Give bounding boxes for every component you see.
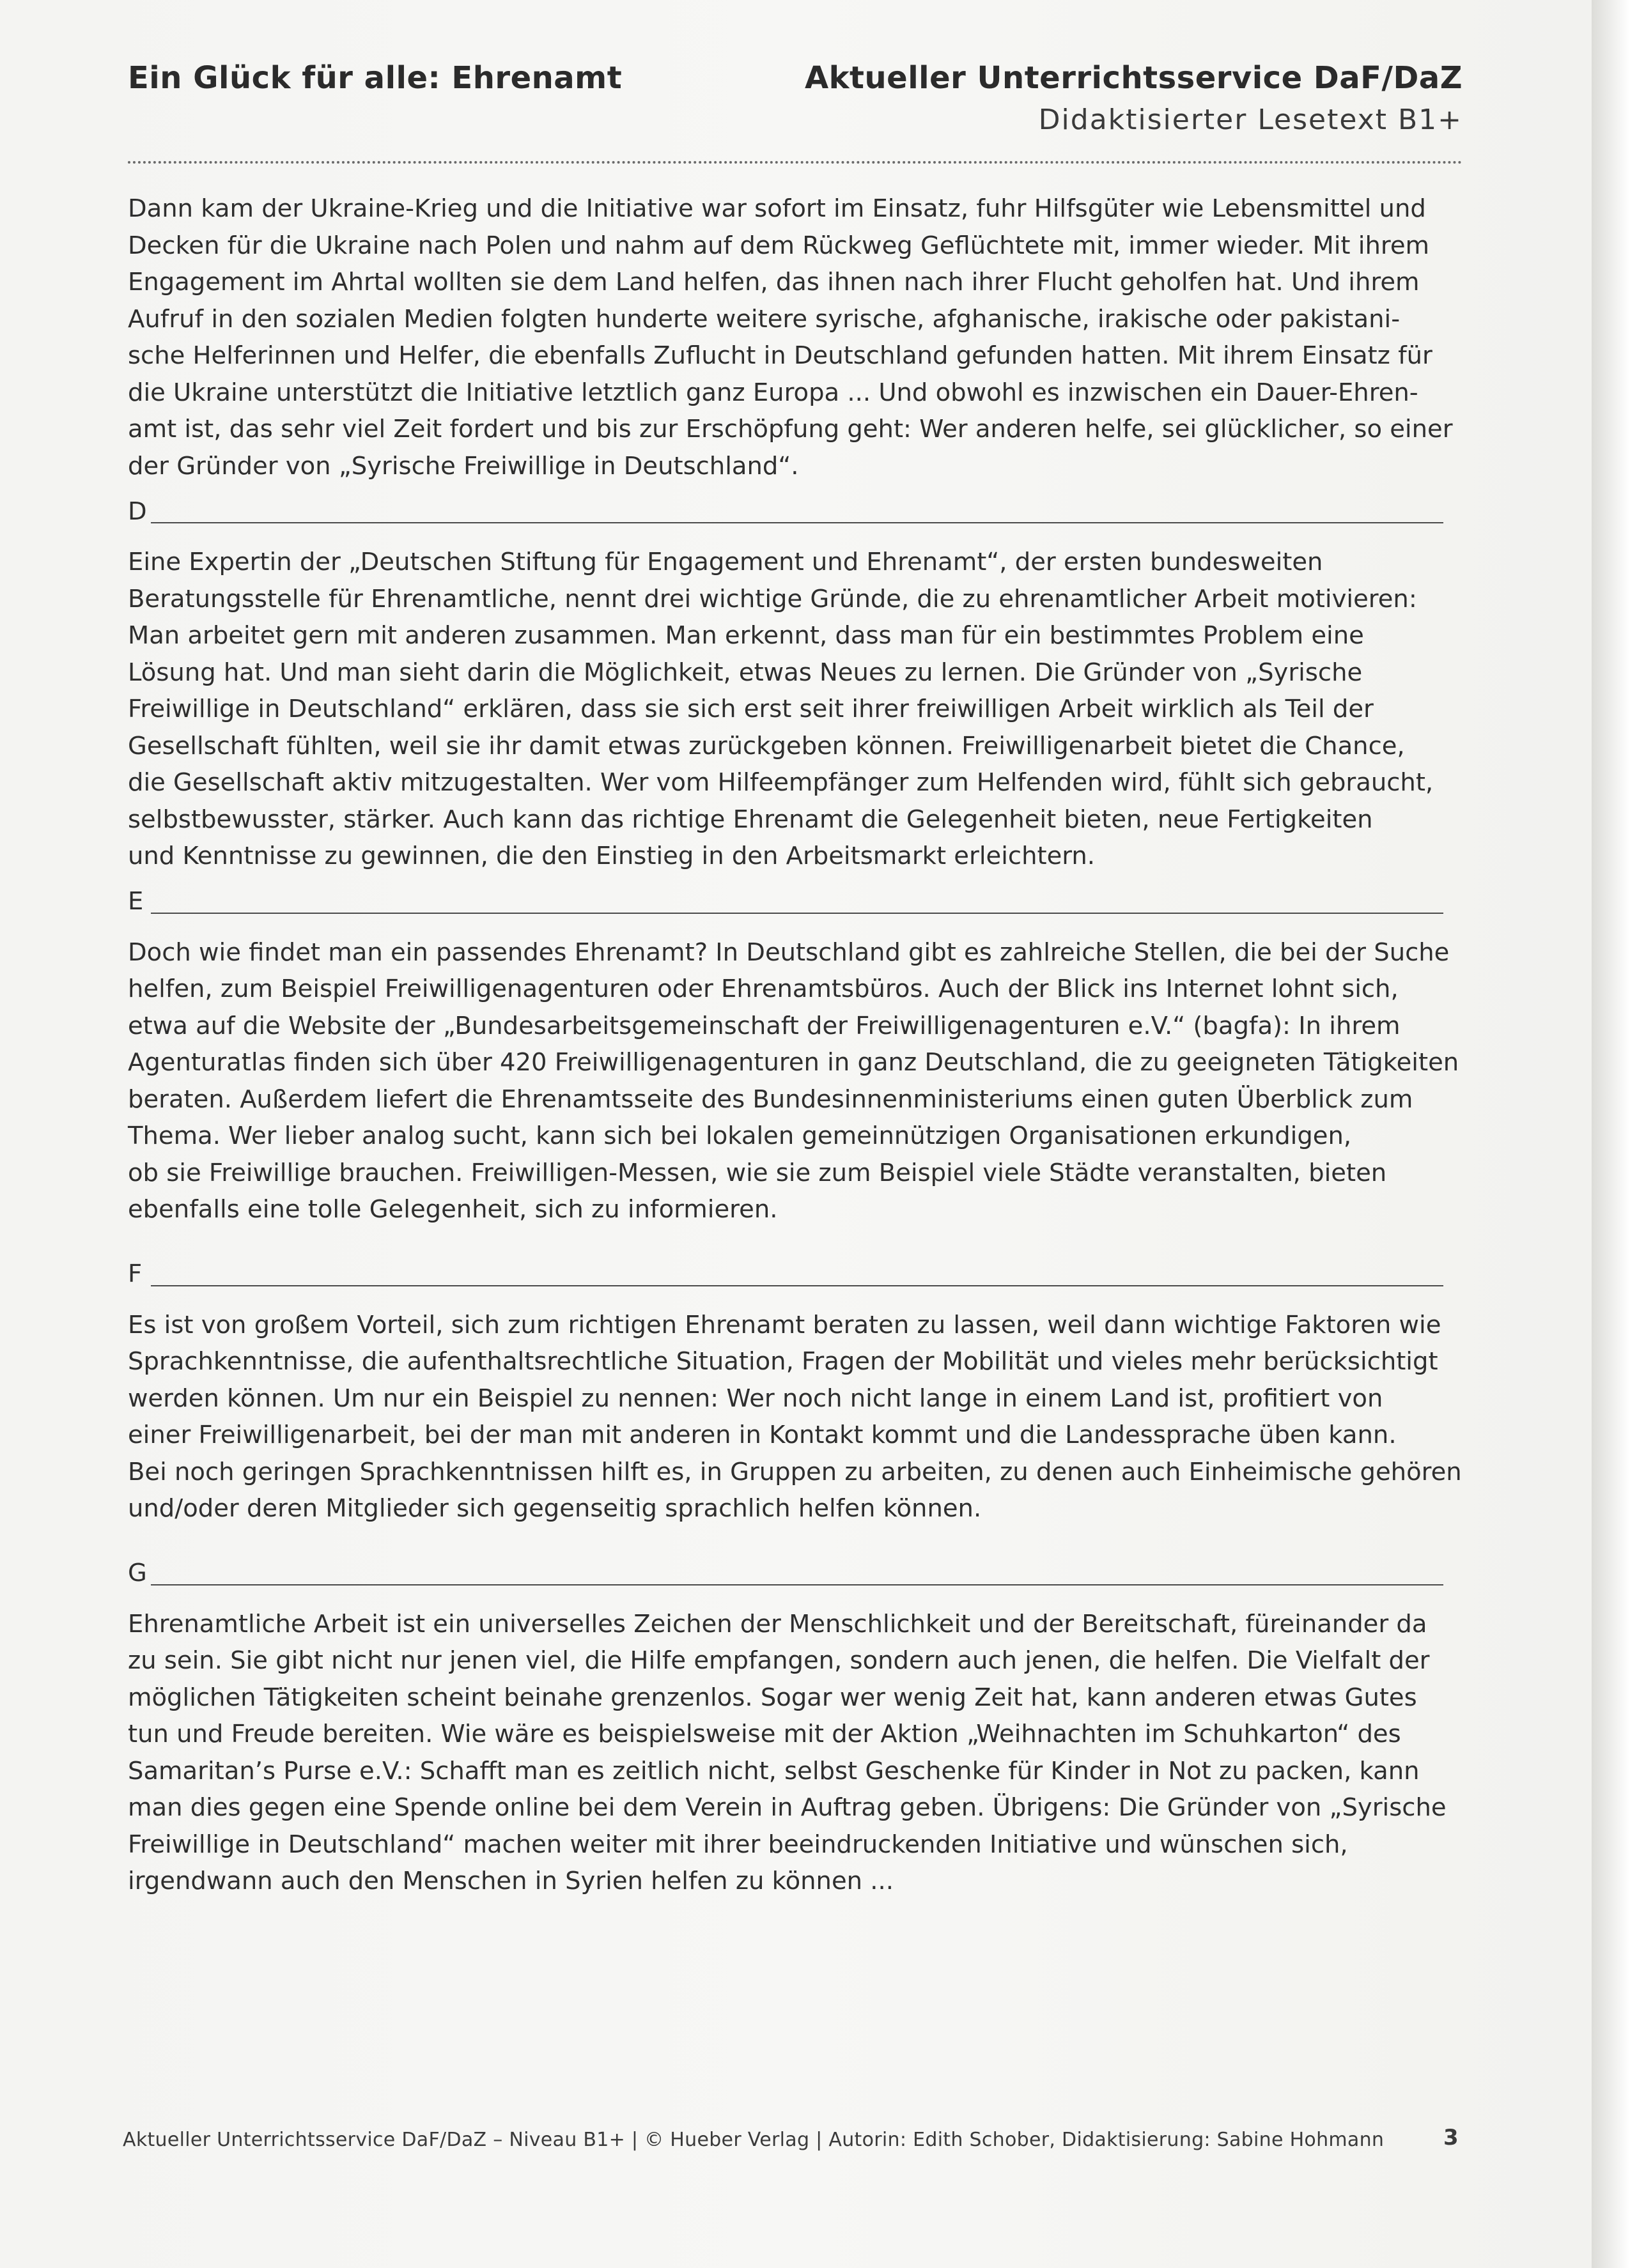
- text-line: Samaritan’s Purse e.V.: Schafft man es zeitlich nicht, selbst Geschenke für Kinder in Not zu packen, kann: [128, 1756, 1420, 1786]
- text-line: helfen, zum Beispiel Freiwilligenagenturen oder Ehrenamtsbüros. Auch der Blick ins Internet lohnt sich,: [128, 975, 1399, 1003]
- text-line: Ehrenamtliche Arbeit ist ein universelles Zeichen der Menschlichkeit und der Bereitschaft, füreinander da: [128, 1609, 1427, 1639]
- heading-answer-line[interactable]: [151, 913, 1443, 914]
- text-line: man dies gegen eine Spende online bei dem Verein in Auftrag geben. Übrigens: Die Gründer von „Syrische: [128, 1793, 1447, 1822]
- text-line: möglichen Tätigkeiten scheint beinahe grenzenlos. Sogar wer wenig Zeit hat, kann anderen etwas Gutes: [128, 1683, 1417, 1712]
- paragraph-e: [128, 934, 1463, 1228]
- text-line: Thema. Wer lieber analog sucht, kann sich bei lokalen gemeinnützigen Organisationen erkundigen,: [128, 1122, 1352, 1150]
- page-edge-shadow: [1592, 0, 1630, 2268]
- text-line: Agenturatlas finden sich über 420 Freiwilligenagenturen in ganz Deutschland, die zu geeigneten Tätigkeiten: [128, 1048, 1459, 1077]
- text-line: Freiwillige in Deutschland“ erklären, dass sie sich erst seit ihrer freiwilligen Arbeit wirklich als Teil der: [128, 695, 1374, 723]
- section-heading-g: [128, 1555, 1463, 1592]
- text-line: amt ist, das sehr viel Zeit fordert und bis zur Erschöpfung geht: Wer anderen helfe, sei glücklicher, so einer: [128, 415, 1453, 444]
- text-line: ob sie Freiwillige brauchen. Freiwilligen-Messen, wie sie zum Beispiel viele Städte veranstalten, bieten: [128, 1158, 1387, 1187]
- text-line: Doch wie findet man ein passendes Ehrenamt? In Deutschland gibt es zahlreiche Stellen, die bei der Suche: [128, 937, 1450, 967]
- text-line: Aufruf in den sozialen Medien folgten hunderte weitere syrische, afghanische, irakische oder pakistani-: [128, 304, 1401, 334]
- text-line: die Gesellschaft aktiv mitzugestalten. Wer vom Hilfeempfänger zum Helfenden wird, fühlt sich gebraucht,: [128, 768, 1434, 797]
- section-heading-d: [128, 493, 1463, 530]
- text-line: die Ukraine unterstützt die Initiative letztlich ganz Europa ... Und obwohl es inzwischen ein Dauer-Ehren-: [128, 378, 1418, 407]
- text-line: zu sein. Sie gibt nicht nur jenen viel, die Hilfe empfangen, sondern auch jenen, die helfen. Die Vielfalt der: [128, 1646, 1430, 1675]
- text-line: Man arbeitet gern mit anderen zusammen. Man erkennt, dass man für ein bestimmtes Problem eine: [128, 621, 1364, 650]
- text-line: der Gründer von „Syrische Freiwillige in Deutschland“.: [128, 451, 799, 481]
- series-title: Aktueller Unterrichtsservice DaF/DaZ: [804, 60, 1463, 96]
- text-line: tun und Freude bereiten. Wie wäre es beispielsweise mit der Aktion „Weihnachten im Schuhkarton“ des: [128, 1720, 1401, 1748]
- article-body: [128, 190, 1463, 1900]
- text-line: Gesellschaft fühlten, weil sie ihr damit etwas zurückgeben können. Freiwilligenarbeit bietet die Chance,: [128, 731, 1405, 760]
- text-line: Eine Expertin der „Deutschen Stiftung für Engagement und Ehrenamt“, der ersten bundesweiten: [128, 548, 1323, 576]
- text-line: Freiwillige in Deutschland“ machen weiter mit ihrer beeindruckenden Initiative und wünschen sich,: [128, 1830, 1348, 1859]
- section-letter: F: [128, 1260, 143, 1288]
- text-line: und/oder deren Mitglieder sich gegenseitig sprachlich helfen können.: [128, 1494, 982, 1523]
- series-header: [805, 60, 1463, 136]
- page-number: 3: [1443, 2125, 1459, 2150]
- text-line: Beratungsstelle für Ehrenamtliche, nennt drei wichtige Gründe, die zu ehrenamtlicher Arbeit motivieren:: [128, 584, 1417, 613]
- text-line: Bei noch geringen Sprachkenntnissen hilft es, in Gruppen zu arbeiten, zu denen auch Einheimische gehören: [128, 1457, 1462, 1486]
- paragraph-f: [128, 1307, 1463, 1527]
- series-subtitle: Didaktisierter Lesetext B1+: [1038, 104, 1463, 136]
- section-letter: D: [128, 497, 147, 526]
- paragraph-intro: [128, 190, 1463, 484]
- text-line: etwa auf die Website der „Bundesarbeitsgemeinschaft der Freiwilligenagenturen e.V.“ (bagfa): In ihrem: [128, 1011, 1401, 1040]
- footer-credits: Aktueller Unterrichtsservice DaF/DaZ – Niveau B1+ | © Hueber Verlag | Autorin: Edith Schober, Didaktisierung: Sabine Hohmann: [123, 2129, 1385, 2151]
- text-line: einer Freiwilligenarbeit, bei der man mit anderen in Kontakt kommt und die Landessprache üben kann.: [128, 1421, 1397, 1449]
- text-line: Dann kam der Ukraine-Krieg und die Initiative war sofort im Einsatz, fuhr Hilfsgüter wie Lebensmittel und: [128, 194, 1426, 223]
- section-heading-e: [128, 884, 1463, 920]
- text-line: Engagement im Ahrtal wollten sie dem Land helfen, das ihnen nach ihrer Flucht geholfen hat. Und ihrem: [128, 268, 1420, 297]
- text-line: sche Helferinnen und Helfer, die ebenfalls Zuflucht in Deutschland gefunden hatten. Mit ihrem Einsatz für: [128, 341, 1432, 370]
- text-line: selbstbewusster, stärker. Auch kann das richtige Ehrenamt die Gelegenheit bieten, neue Fertigkeiten: [128, 805, 1373, 834]
- text-line: Decken für die Ukraine nach Polen und nahm auf dem Rückweg Geflüchtete mit, immer wieder. Mit ihrem: [128, 231, 1430, 260]
- text-line: ebenfalls eine tolle Gelegenheit, sich zu informieren.: [128, 1195, 778, 1224]
- heading-answer-line[interactable]: [151, 1584, 1443, 1585]
- document-title: Ein Glück für alle: Ehrenamt: [128, 60, 623, 96]
- header-divider: [128, 161, 1463, 164]
- text-line: Sprachkenntnisse, die aufenthaltsrechtliche Situation, Fragen der Mobilität und vieles mehr berücksichtigt: [128, 1347, 1438, 1376]
- heading-answer-line[interactable]: [151, 1285, 1443, 1286]
- section-letter: E: [128, 887, 144, 916]
- section-heading-f: [128, 1256, 1463, 1293]
- paragraph-d: [128, 544, 1463, 875]
- heading-answer-line[interactable]: [151, 522, 1443, 523]
- text-line: Lösung hat. Und man sieht darin die Möglichkeit, etwas Neues zu lernen. Die Gründer von „Syrische: [128, 658, 1363, 687]
- text-line: beraten. Außerdem liefert die Ehrenamtsseite des Bundesinnenministeriums einen guten Überblick zum: [128, 1084, 1413, 1114]
- section-letter: G: [128, 1559, 147, 1587]
- text-line: Es ist von großem Vorteil, sich zum richtigen Ehrenamt beraten zu lassen, weil dann wichtige Faktoren wie: [128, 1310, 1441, 1339]
- paragraph-g: [128, 1606, 1463, 1900]
- text-line: werden können. Um nur ein Beispiel zu nennen: Wer noch nicht lange in einem Land ist, profitiert von: [128, 1384, 1383, 1413]
- text-line: irgendwann auch den Menschen in Syrien helfen zu können ...: [128, 1867, 894, 1895]
- text-line: und Kenntnisse zu gewinnen, die den Einstieg in den Arbeitsmarkt erleichtern.: [128, 842, 1096, 870]
